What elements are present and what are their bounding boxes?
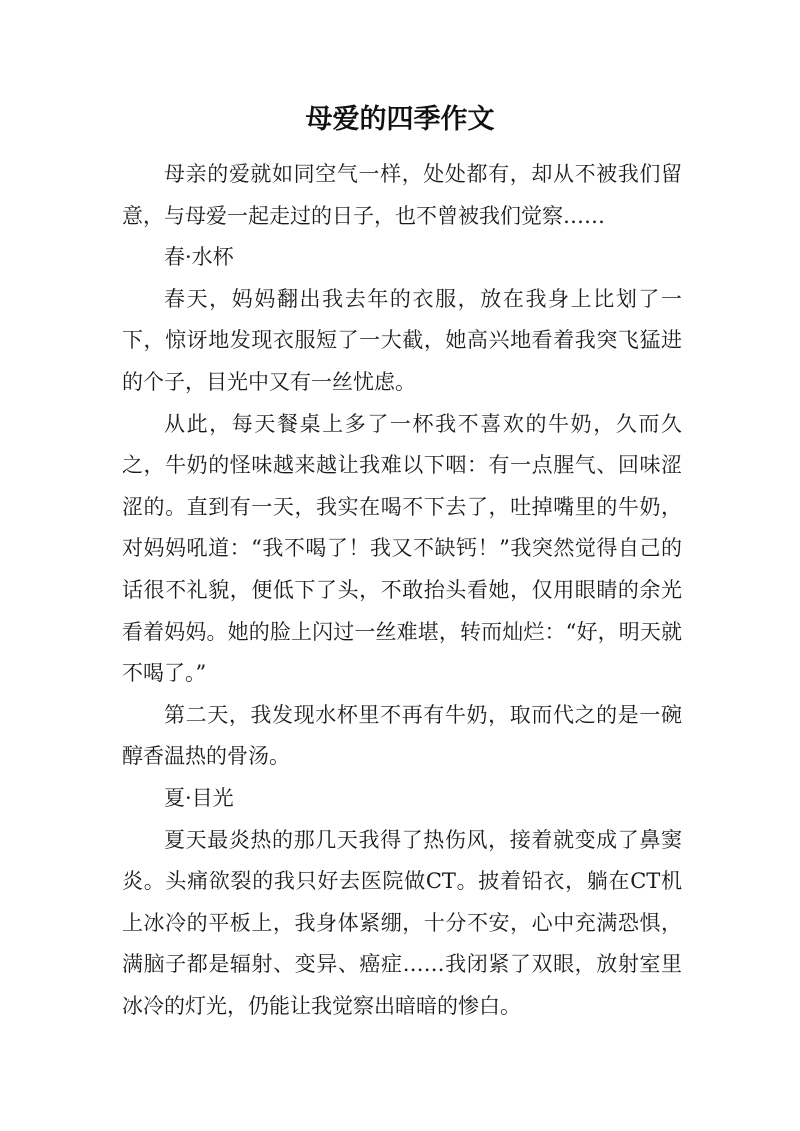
document-body xyxy=(122,154,682,1027)
section-heading-spring: 春·水杯 xyxy=(164,245,234,270)
paragraph-summer-1: 夏天最炎热的那几天我得了热伤风，接着就变成了鼻窦炎。头痛欲裂的我只好去医院做CT。披着铅衣，躺在CT机上冰冷的平板上，我身体紧绷，十分不安，心中充满恐惧，满脑子都是辐射、变异、癌症……我闭紧了双眼，放射室里冰冷的灯光，仍能让我觉察出暗暗的惨白。 xyxy=(122,827,682,1018)
paragraph-spring-3: 第二天，我发现水杯里不再有牛奶，取而代之的是一碗醇香温热的骨汤。 xyxy=(122,702,682,769)
section-heading-summer: 夏·目光 xyxy=(164,785,234,810)
document-title: 母爱的四季作文 xyxy=(305,104,495,135)
paragraph-spring-1: 春天，妈妈翻出我去年的衣服，放在我身上比划了一下，惊讶地发现衣服短了一大截，她高兴地看着我突飞猛进的个子，目光中又有一丝忧虑。 xyxy=(122,286,682,394)
paragraph-intro: 母亲的爱就如同空气一样，处处都有，却从不被我们留意，与母爱一起走过的日子，也不曾被我们觉察…… xyxy=(122,162,682,228)
paragraph-spring-2: 从此，每天餐桌上多了一杯我不喜欢的牛奶，久而久之，牛奶的怪味越来越让我难以下咽：有一点腥气、回味涩涩的。直到有一天，我实在喝不下去了，吐掉嘴里的牛奶，对妈妈吼道：“我不喝了！我又不缺钙！”我突然觉得自己的话很不礼貌，便低下了头，不敢抬头看她，仅用眼睛的余光看着妈妈。她的脸上闪过一丝难堪，转而灿烂：“好，明天就不喝了。” xyxy=(122,411,682,686)
